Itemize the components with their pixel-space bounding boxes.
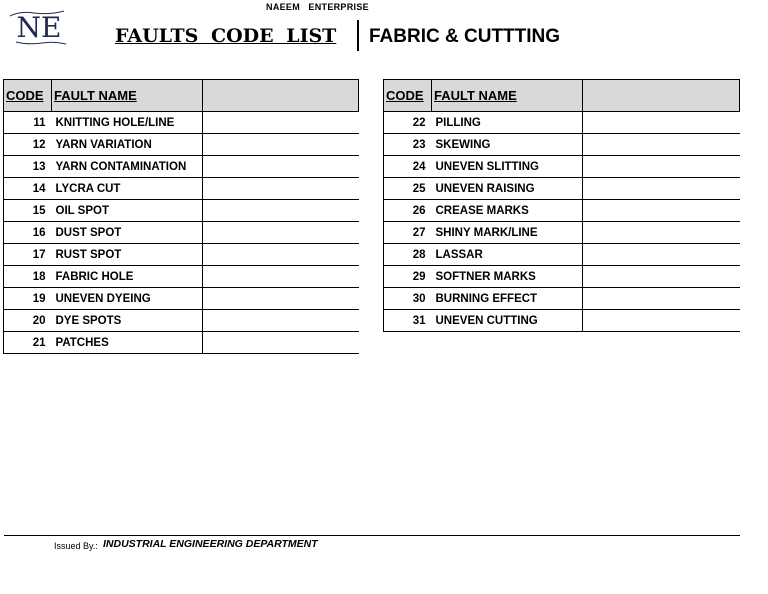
fault-code: 17 bbox=[4, 244, 52, 266]
table-row bbox=[4, 112, 359, 134]
table-row bbox=[384, 178, 740, 200]
table-row bbox=[4, 134, 359, 156]
table-row bbox=[384, 266, 740, 288]
fault-code: 13 bbox=[4, 156, 52, 178]
blank-cell bbox=[583, 222, 740, 244]
blank-cell bbox=[583, 244, 740, 266]
table-row bbox=[4, 222, 359, 244]
fault-code: 24 bbox=[384, 156, 432, 178]
fault-code: 14 bbox=[4, 178, 52, 200]
fault-code: 25 bbox=[384, 178, 432, 200]
table-row bbox=[384, 222, 740, 244]
table-row bbox=[384, 288, 740, 310]
blank-cell bbox=[203, 112, 359, 134]
fault-table-right bbox=[383, 79, 740, 332]
fault-code: 18 bbox=[4, 266, 52, 288]
fault-code: 15 bbox=[4, 200, 52, 222]
fault-code: 29 bbox=[384, 266, 432, 288]
footer-divider bbox=[4, 535, 740, 536]
blank-column-header bbox=[583, 80, 740, 112]
table-row bbox=[384, 200, 740, 222]
fault-code: 12 bbox=[4, 134, 52, 156]
blank-cell bbox=[203, 156, 359, 178]
fault-code: 21 bbox=[4, 332, 52, 354]
fault-table-left bbox=[3, 79, 359, 354]
table-row bbox=[4, 156, 359, 178]
company-name: NAEEM ENTERPRISE bbox=[266, 2, 369, 12]
fault-code: 11 bbox=[4, 112, 52, 134]
blank-cell bbox=[583, 156, 740, 178]
fault-name: YARN CONTAMINATION bbox=[52, 156, 203, 178]
table-row bbox=[4, 244, 359, 266]
fault-name: OIL SPOT bbox=[52, 200, 203, 222]
table-row bbox=[384, 310, 740, 332]
code-column-header: CODE bbox=[4, 80, 52, 112]
fault-name: PILLING bbox=[432, 112, 583, 134]
fault-name: LYCRA CUT bbox=[52, 178, 203, 200]
table-header-row bbox=[384, 80, 740, 112]
fault-name: FABRIC HOLE bbox=[52, 266, 203, 288]
blank-cell bbox=[203, 134, 359, 156]
fault-name: UNEVEN SLITTING bbox=[432, 156, 583, 178]
issued-by-label: Issued By.: bbox=[54, 541, 98, 551]
logo-monogram: NE bbox=[16, 11, 62, 44]
blank-cell bbox=[203, 200, 359, 222]
fault-code: 19 bbox=[4, 288, 52, 310]
fault-name: DYE SPOTS bbox=[52, 310, 203, 332]
fault-code: 28 bbox=[384, 244, 432, 266]
fault-code: 31 bbox=[384, 310, 432, 332]
table-row bbox=[4, 332, 359, 354]
code-column-header: CODE bbox=[384, 80, 432, 112]
table-row bbox=[4, 266, 359, 288]
fault-name: YARN VARIATION bbox=[52, 134, 203, 156]
blank-cell bbox=[583, 200, 740, 222]
blank-cell bbox=[203, 222, 359, 244]
blank-cell bbox=[583, 288, 740, 310]
document-title: FAULTS CODE LIST bbox=[115, 25, 337, 47]
blank-cell bbox=[583, 134, 740, 156]
fault-name: BURNING EFFECT bbox=[432, 288, 583, 310]
table-row bbox=[384, 134, 740, 156]
fault-name: RUST SPOT bbox=[52, 244, 203, 266]
blank-cell bbox=[583, 112, 740, 134]
fault-name: DUST SPOT bbox=[52, 222, 203, 244]
title-divider bbox=[357, 20, 359, 51]
fault-code: 23 bbox=[384, 134, 432, 156]
table-row bbox=[384, 156, 740, 178]
fault-name: LASSAR bbox=[432, 244, 583, 266]
issued-by-department: INDUSTRIAL ENGINEERING DEPARTMENT bbox=[103, 538, 318, 550]
blank-cell bbox=[203, 288, 359, 310]
fault-name: KNITTING HOLE/LINE bbox=[52, 112, 203, 134]
fault-name: CREASE MARKS bbox=[432, 200, 583, 222]
fault-name: SHINY MARK/LINE bbox=[432, 222, 583, 244]
fault-code: 22 bbox=[384, 112, 432, 134]
fault-code: 27 bbox=[384, 222, 432, 244]
fault-code: 16 bbox=[4, 222, 52, 244]
table-row bbox=[384, 244, 740, 266]
table-row bbox=[4, 200, 359, 222]
fault-name: UNEVEN RAISING bbox=[432, 178, 583, 200]
table-row bbox=[384, 112, 740, 134]
table-row bbox=[4, 310, 359, 332]
fault-name: SOFTNER MARKS bbox=[432, 266, 583, 288]
fault-code: 30 bbox=[384, 288, 432, 310]
fault-name: SKEWING bbox=[432, 134, 583, 156]
fault-name: PATCHES bbox=[52, 332, 203, 354]
fault-code: 20 bbox=[4, 310, 52, 332]
blank-cell bbox=[203, 332, 359, 354]
blank-cell bbox=[583, 310, 740, 332]
blank-cell bbox=[203, 178, 359, 200]
company-logo bbox=[8, 6, 70, 46]
blank-cell bbox=[583, 178, 740, 200]
fault-code: 26 bbox=[384, 200, 432, 222]
fault-name: UNEVEN DYEING bbox=[52, 288, 203, 310]
table-row bbox=[4, 288, 359, 310]
document-subtitle: FABRIC & CUTTTING bbox=[369, 26, 561, 47]
blank-cell bbox=[583, 266, 740, 288]
table-row bbox=[4, 178, 359, 200]
blank-cell bbox=[203, 310, 359, 332]
blank-cell bbox=[203, 266, 359, 288]
blank-column-header bbox=[203, 80, 359, 112]
blank-cell bbox=[203, 244, 359, 266]
table-header-row bbox=[4, 80, 359, 112]
fault-name: UNEVEN CUTTING bbox=[432, 310, 583, 332]
fault-name-column-header: FAULT NAME bbox=[432, 80, 583, 112]
fault-name-column-header: FAULT NAME bbox=[52, 80, 203, 112]
